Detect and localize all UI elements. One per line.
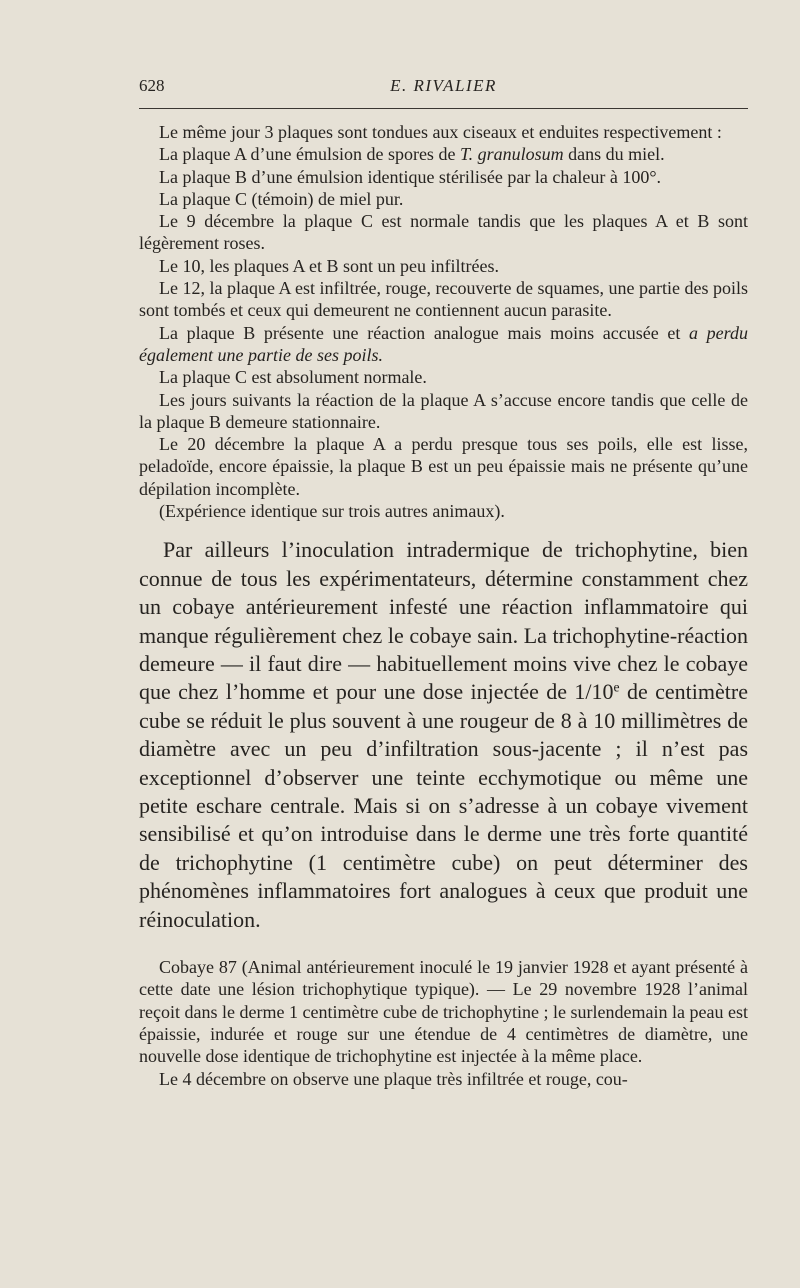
text-run: de centimètre cube se réduit le plus souvent à une rougeur de 8 à 10 millimètres de diamètre avec un peu d’infiltration sous-jacente ; il n’est pas exceptionnel d’observer une teinte ecchymotique ou même une petite eschare centrale. Mais si on s’adresse à un cobaye vivement sensibilisé et qu’on introduise dans le derme une très forte quantité de trichophytine (1 centimètre cube) on peut déterminer des phénomènes inflammatoires fort analogues à ceux que produit une réinoculation.	[139, 679, 748, 932]
text-run: La plaque B présente une réaction analogue mais moins accusée et	[159, 322, 690, 343]
text-run: dans du miel.	[563, 144, 665, 165]
page-number: 628	[139, 76, 165, 95]
paragraph: Les jours suivants la réaction de la plaque A s’accuse encore tandis que celle de la plaque B demeure stationnaire.	[139, 389, 748, 432]
paragraph	[139, 143, 748, 165]
paragraph	[139, 536, 748, 934]
paragraph: La plaque C (témoin) de miel pur.	[159, 188, 404, 209]
paragraph: Le 9 décembre la plaque C est normale tandis que les plaques A et B sont légèrement roses.	[139, 211, 748, 254]
paragraph: Cobaye 87 (Animal antérieurement inoculé le 19 janvier 1928 et ayant présenté à cette date une lésion trichophytique typique). — Le 29 novembre 1928 l’animal reçoit dans le derme 1 centimètre cube de trichophytine ; le surlendemain la peau est épaissie, indurée et rouge sur une étendue de 4 centimètres de diamètre, une nouvelle dose identique de trichophytine est injectée à la même place.	[139, 957, 748, 1067]
page-header	[139, 76, 748, 100]
paragraph: La plaque C est absolument normale.	[159, 367, 427, 388]
page-body	[139, 121, 748, 1090]
paragraph	[139, 322, 748, 367]
header-rule	[139, 108, 748, 109]
experiment-protocol-section	[139, 121, 748, 522]
paragraph: Le même jour 3 plaques sont tondues aux ciseaux et enduites respectivement :	[159, 122, 722, 142]
superscript: e	[613, 679, 620, 695]
paragraph: Le 12, la plaque A est infiltrée, rouge, recouverte de squames, une partie des poils sont tombés et ceux qui demeurent ne contiennent aucun parasite.	[139, 278, 748, 321]
paragraph: Le 10, les plaques A et B sont un peu infiltrées.	[159, 255, 499, 276]
main-text-section	[139, 536, 748, 934]
paragraph: La plaque B d’une émulsion identique stérilisée par la chaleur à 100°.	[159, 166, 662, 187]
text-run: Par ailleurs l’inoculation intradermique de trichophytine, bien connue de tous les expérimentateurs, détermine constamment chez un cobaye antérieurement infesté une réaction inflammatoire qui manque régulièrement chez le cobaye sain. La trichophytine-réaction demeure — il faut dire — habituellement moins vive chez le cobaye que chez l’homme et pour une dose injectée de 1/10	[139, 537, 748, 705]
paragraph: Le 20 décembre la plaque A a perdu presque tous ses poils, elle est lisse, peladoïde, encore épaissie, la plaque B est un peu épaissie mais ne présente qu’une dépilation incomplète.	[139, 434, 748, 499]
case-report-section	[139, 956, 748, 1090]
paragraph: (Expérience identique sur trois autres animaux).	[159, 501, 505, 522]
paragraph: Le 4 décembre on observe une plaque très infiltrée et rouge, cou-	[159, 1068, 628, 1089]
italic-emphasis: a perdu également une partie de ses poils.	[139, 322, 748, 365]
running-head: E. RIVALIER	[390, 76, 497, 95]
text-run: La plaque A d’une émulsion de spores de	[159, 144, 460, 165]
species-name: T. granulosum	[459, 144, 564, 165]
